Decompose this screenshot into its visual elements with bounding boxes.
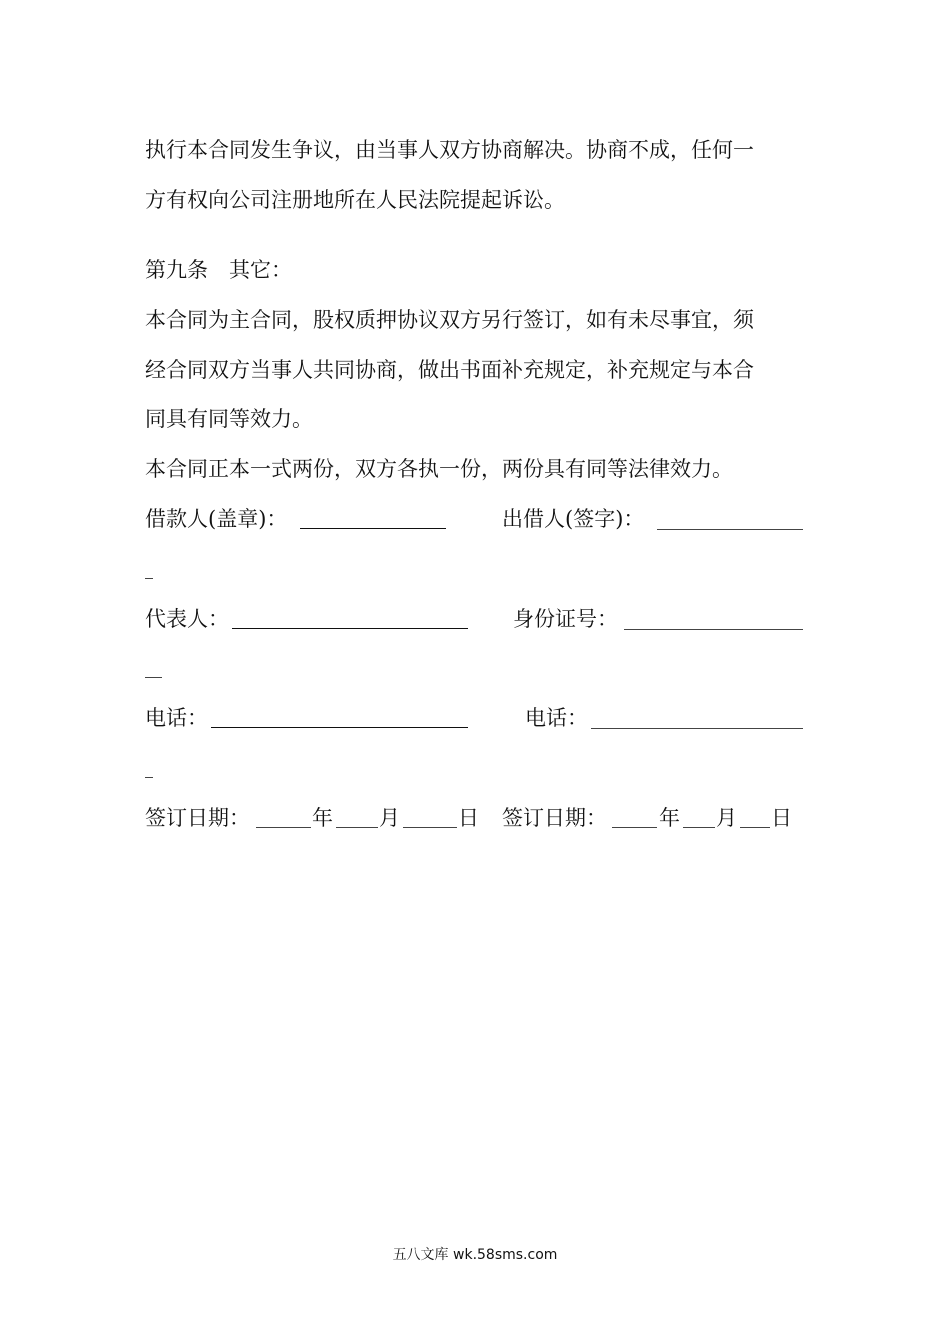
borrower-seal-field[interactable] [300,528,446,529]
sign-date-right-day-label: 日 [771,806,792,830]
sign-date-left-label: 签订日期： [145,806,250,830]
phone-right-field-overflow [145,777,153,778]
borrower-seal-label: 借款人(盖章)： [145,507,288,531]
representative-field[interactable] [232,628,468,629]
phone-left-field[interactable] [211,727,468,728]
article-9-heading: 第九条 其它： [145,258,292,282]
sign-date-right-year-label: 年 [659,806,680,830]
phone-right-field[interactable] [591,728,803,729]
sign-date-left-month-field[interactable] [336,827,378,828]
paragraph-dispute-line-1: 执行本合同发生争议，由当事人双方协商解决。协商不成，任何一 [145,138,754,162]
phone-left-label: 电话： [145,706,208,730]
paragraph-other-line-2: 经合同双方当事人共同协商，做出书面补充规定，补充规定与本合 [145,358,754,382]
lender-signature-field[interactable] [657,529,803,530]
paragraph-other-line-1: 本合同为主合同，股权质押协议双方另行签订，如有未尽事宜，须 [145,308,754,332]
paragraph-other-line-3: 同具有同等效力。 [145,407,313,431]
paragraph-copies: 本合同正本一式两份，双方各执一份，两份具有同等法律效力。 [145,457,733,481]
lender-signature-field-overflow [145,578,153,579]
id-number-field[interactable] [624,629,803,630]
sign-date-right-day-field[interactable] [740,827,770,828]
id-number-label: 身份证号： [513,607,618,631]
sign-date-right-month-label: 月 [716,806,737,830]
sign-date-left-day-field[interactable] [403,827,457,828]
sign-date-left-year-label: 年 [312,806,333,830]
sign-date-right-label: 签订日期： [502,806,607,830]
sign-date-left-month-label: 月 [379,806,400,830]
sign-date-right-year-field[interactable] [612,827,657,828]
lender-signature-label: 出借人(签字)： [502,507,645,531]
sign-date-left-day-label: 日 [458,806,479,830]
sign-date-left-year-field[interactable] [256,827,311,828]
id-number-field-overflow [145,677,162,678]
footer-watermark-text: 五八文库 wk.58sms.com [392,1247,558,1263]
sign-date-right-month-field[interactable] [683,827,715,828]
representative-label: 代表人： [145,607,229,631]
paragraph-dispute-line-2: 方有权向公司注册地所在人民法院提起诉讼。 [145,188,565,212]
phone-right-label: 电话： [525,706,588,730]
